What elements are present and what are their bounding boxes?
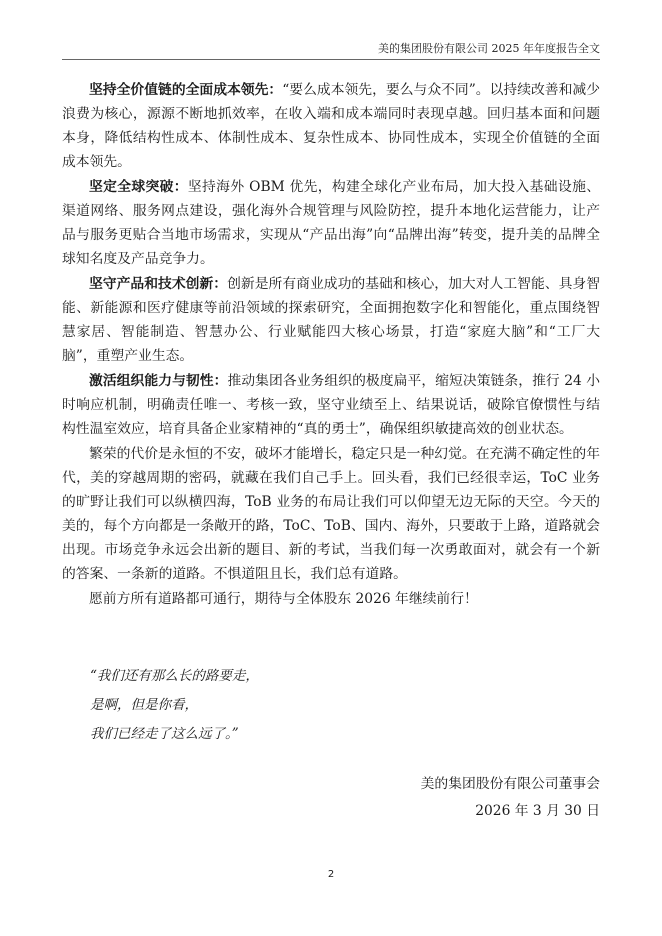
paragraph-lead: 坚持全价值链的全面成本领先：	[89, 82, 283, 98]
page-number: 2	[327, 869, 335, 880]
paragraph-closing-wish	[62, 587, 600, 611]
header-divider	[62, 59, 600, 60]
letter-body	[62, 78, 600, 612]
paragraph-lead: 激活组织能力与韧性：	[89, 373, 228, 389]
paragraph-lead: 坚定全球突破：	[89, 179, 188, 195]
paragraph-text: “要么成本领先，要么与众不同”。以持续改善和减少浪费为核心，源源不断地抓效率，在收入端和成本端同时表现卓越。回归基本面和问题本身，降低结构性成本、体制性成本、复杂性成本、协同性成本，实现全价值链的全面成本领先。	[62, 82, 600, 170]
paragraph-text: 愿前方所有道路都可通行，期待与全体股东 2026 年继续前行！	[89, 591, 478, 607]
paragraph-global-breakthrough	[62, 175, 600, 271]
quote-line: 是啊，但是你看，	[90, 697, 198, 713]
paragraph-text: 坚持海外 OBM 优先，构建全球化产业布局，加大投入基础设施、渠道网络、服务网点建设，强化海外合规管理与风险防控，提升本地化运营能力，让产品与服务更贴合当地市场需求，实现从“产品出海”向“品牌出海”转变，提升美的品牌全球知名度及产品竞争力。	[62, 179, 600, 267]
paragraph-text: 推动集团各业务组织的极度扁平，缩短决策链条，推行 24 小时响应机制，明确责任唯一、考核一致，坚守业绩至上、结果说话，破除官僚惯性与结构性温室效应，培育具备企业家精神的“真的勇士”，确保组织敏捷高效的创业状态。	[62, 373, 601, 437]
quote-line: 我们已经走了这么远了。”	[90, 726, 239, 742]
paragraph-text: 创新是所有商业成功的基础和核心，加大对人工智能、具身智能、新能源和医疗健康等前沿领域的探索研究，全面拥抱数字化和智能化，重点围绕智慧家居、智能制造、智慧办公、行业赋能四大核心场景，打造“家庭大脑”和“工厂大脑”，重塑产业生态。	[62, 276, 601, 364]
signature-date: 2026 年 3 月 30 日	[475, 803, 600, 819]
paragraph-cost-leadership	[62, 78, 600, 174]
signature-block	[421, 771, 600, 825]
paragraph-innovation	[62, 272, 600, 368]
paragraph-prosperity	[62, 442, 600, 586]
paragraph-text: 繁荣的代价是永恒的不安，破坏才能增长，稳定只是一种幻觉。在充满不确定性的年代，美的穿越周期的密码，就藏在我们自己手上。回头看，我们已经很幸运，ToC 业务的旷野让我们可以纵横四海，ToB 业务的布局让我们可以仰望无边无际的天空。今天的美的，每个方向都是一条敞开的路，ToC、ToB、国内、海外，只要敢于上路，道路就会出现。市场竞争永远会出新的题目、新的考试，当我们每一次勇敢面对，就会有一个新的答案、一条新的道路。不惧道阻且长，我们总有道路。	[62, 446, 600, 582]
running-header: 美的集团股份有限公司 2025 年年度报告全文	[378, 42, 600, 55]
paragraph-lead: 坚守产品和技术创新：	[89, 276, 228, 292]
closing-quote	[90, 662, 259, 749]
signature-org: 美的集团股份有限公司董事会	[420, 776, 600, 792]
paragraph-organization	[62, 369, 600, 441]
quote-line: “我们还有那么长的路要走，	[90, 668, 259, 684]
